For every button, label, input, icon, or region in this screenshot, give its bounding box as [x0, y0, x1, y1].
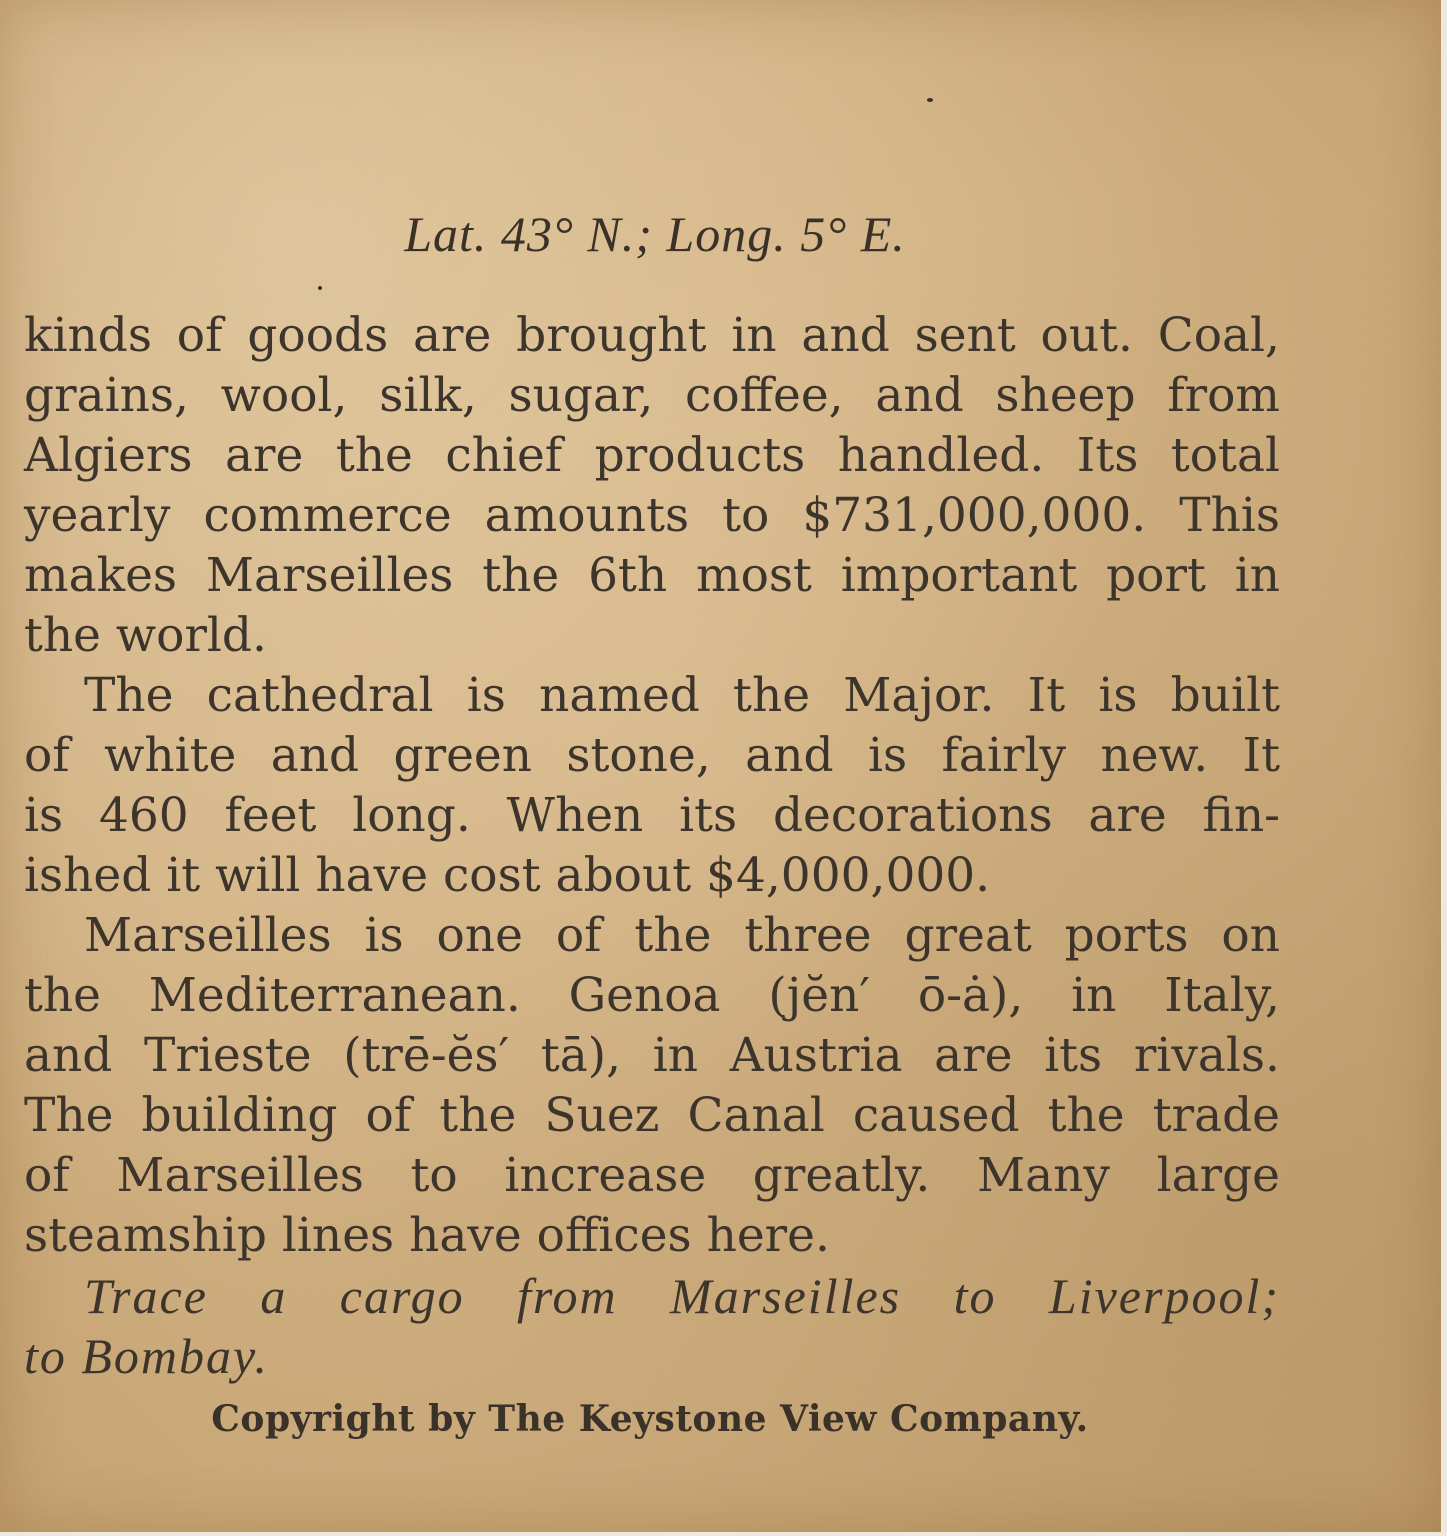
text-line: steamship lines have offices here.: [24, 1208, 830, 1263]
text-line: of Marseilles to increase greatly. Many large: [24, 1148, 1280, 1203]
text-line: is 460 feet long. When its decorations are fin-: [24, 788, 1280, 843]
text-line: grains, wool, silk, sugar, coffee, and sheep from: [24, 368, 1280, 423]
copyright-notice: Copyright by The Keystone View Company.: [211, 1398, 1089, 1440]
text-line: yearly commerce amounts to $731,000,000. This: [24, 488, 1280, 543]
text-line: Marseilles is one of the three great ports on: [84, 908, 1280, 963]
text-line: Algiers are the chief products handled. Its total: [24, 428, 1280, 483]
text-line: and Trieste (trē-ĕs′ tā), in Austria are its rivals.: [24, 1028, 1280, 1083]
text-line: kinds of goods are brought in and sent out. Coal,: [24, 308, 1280, 363]
description-text: [24, 306, 1280, 1386]
text-line: the world.: [24, 608, 267, 663]
text-line: the Mediterranean. Genoa (jĕn′ ō-ȧ), in Italy,: [24, 968, 1280, 1023]
exercise-line: to Bombay.: [24, 1328, 269, 1384]
text-line: ished it will have cost about $4,000,000.: [24, 848, 991, 903]
exercise-line: Trace a cargo from Marseilles to Liverpool;: [84, 1268, 1280, 1324]
ink-speck: [927, 98, 933, 102]
text-line: The building of the Suez Canal caused the trade: [24, 1088, 1280, 1143]
text-line: The cathedral is named the Major. It is built: [84, 668, 1280, 723]
text-line: of white and green stone, and is fairly new. It: [24, 728, 1280, 783]
coordinates-heading: Lat. 43° N.; Long. 5° E.: [404, 206, 906, 262]
ink-speck: [318, 286, 322, 290]
text-line: makes Marseilles the 6th most important port in: [24, 548, 1280, 603]
